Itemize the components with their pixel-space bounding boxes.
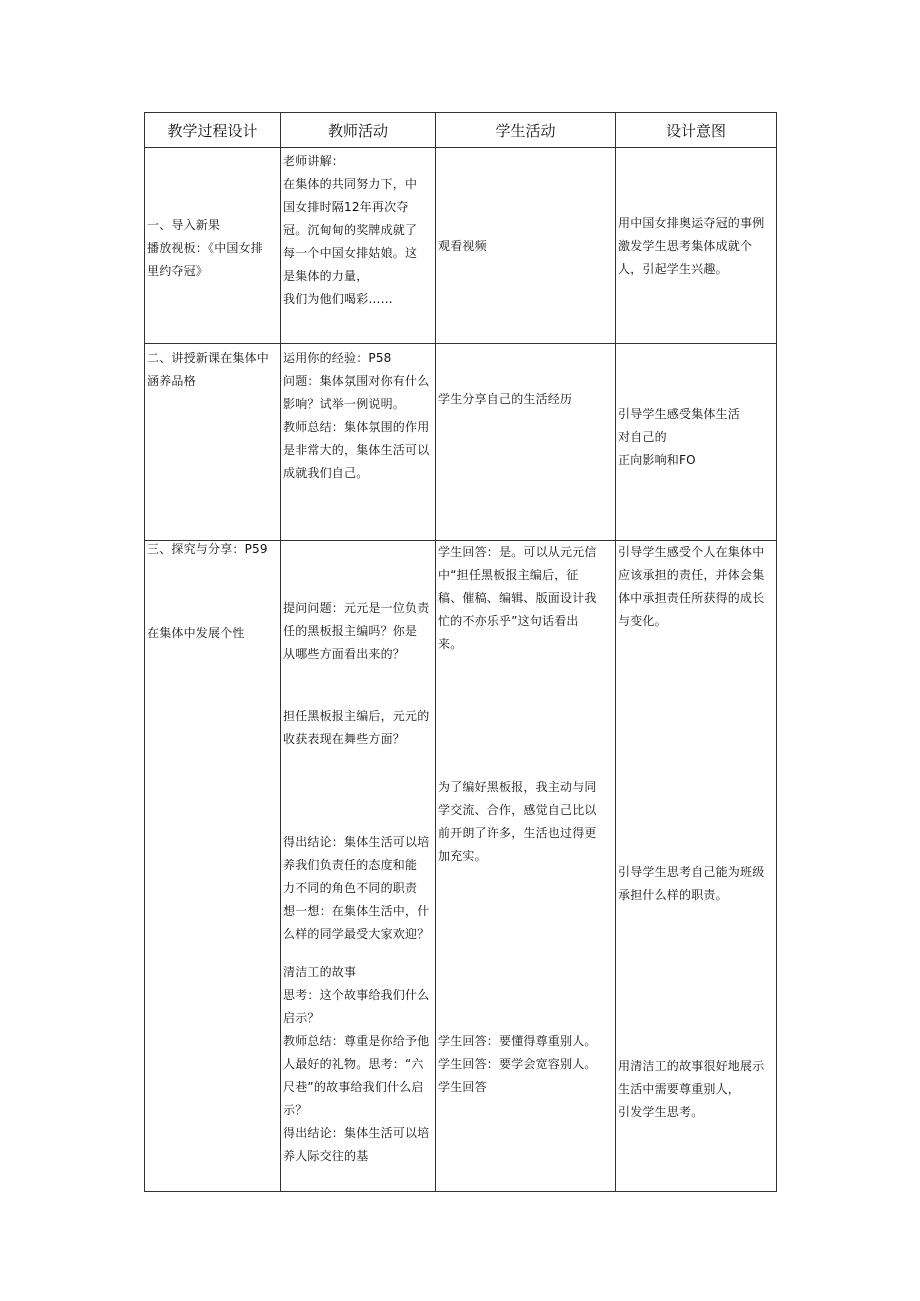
student-line: 学生回答：要学会宽容别人。: [438, 1057, 597, 1071]
teacher-line: 得出结论：集体生活可以培: [283, 1126, 430, 1140]
intent-cell: [616, 541, 776, 1191]
student-cell: [436, 541, 615, 1191]
teacher-line: 是非常大的，集体生活可以: [283, 443, 430, 457]
stage-cell: [145, 541, 280, 1191]
teacher-line: 示？: [283, 1103, 308, 1117]
intent-line: 正向影响和FO: [618, 453, 696, 467]
teacher-line: 养人际交往的基: [283, 1149, 369, 1163]
student-line: 稿、催稿、编辑、版面设计我: [438, 591, 597, 605]
intent-cell: [616, 148, 776, 343]
teacher-line: 教师总结：尊重是你给予他: [283, 1034, 430, 1048]
student-line: 学生分享自己的生活经历: [438, 392, 573, 406]
header-row: [145, 113, 777, 148]
intent-line: 引导学生感受集体生活: [618, 407, 741, 421]
teacher-line: 收获表现在舞些方面？: [283, 732, 406, 746]
intent-cell: [616, 344, 776, 540]
table-row: [145, 541, 777, 1192]
intent-line: 人，引起学生兴趣。: [618, 262, 728, 276]
table-row: [145, 344, 777, 541]
header-stage: 教学过程设计: [145, 113, 281, 148]
student-line: 学生回答: [438, 1080, 487, 1094]
teacher-line: 得出结论：集体生活可以培: [283, 835, 430, 849]
stage-line: 涵养品格: [147, 374, 196, 388]
teacher-line: 任的黑板报主编吗？你是: [283, 624, 418, 638]
student-cell: [436, 344, 615, 540]
teacher-line: 么样的同学最受大家欢迎？: [283, 927, 430, 941]
teacher-line: 启示？: [283, 1011, 320, 1025]
teacher-line: 国女排时隔12年再次夺: [283, 200, 409, 214]
student-line: 学生回答：要懂得尊重别人。: [438, 1034, 597, 1048]
teacher-line: 成就我们自己。: [283, 466, 369, 480]
student-line: 学生回答：是。可以从元元信: [438, 545, 597, 559]
teacher-line: 人最好的礼物。思考：“六: [283, 1057, 424, 1071]
stage-line: 三、探究与分享：P59: [147, 542, 268, 556]
intent-line: 生活中需要尊重别人，: [618, 1082, 741, 1096]
stage-line: 在集体中发展个性: [147, 626, 245, 640]
teacher-line: 冠。沉甸甸的奖牌成就了: [283, 223, 418, 237]
teacher-line: 影响？试举一例说明。: [283, 397, 406, 411]
intent-line: 用清洁工的故事很好地展示: [618, 1059, 765, 1073]
teacher-line: 力不同的角色不同的职责: [283, 881, 418, 895]
stage-line: 二、讲授新课在集体中: [147, 351, 270, 365]
student-line: 前开朗了许多，生活也过得更: [438, 826, 597, 840]
teacher-line: 从哪些方面看出来的？: [283, 647, 406, 661]
intent-line: 引导学生感受个人在集体中: [618, 545, 765, 559]
student-cell: [436, 148, 615, 343]
student-line: 学交流、合作，感觉自己比以: [438, 803, 597, 817]
student-line: 观看视频: [438, 239, 487, 253]
student-line: 来。: [438, 637, 463, 651]
stage-line: 里约夺冠》: [147, 264, 209, 278]
teacher-line: 问题：集体氛围对你有什么: [283, 374, 430, 388]
teacher-line: 是集体的力量，: [283, 269, 369, 283]
teacher-line: 尺巷”的故事给我们什么启: [283, 1080, 424, 1094]
teacher-line: 担任黑板报主编后，元元的: [283, 709, 430, 723]
stage-cell: [145, 344, 280, 540]
teacher-cell: [281, 148, 435, 343]
teacher-line: 清洁工的故事: [283, 965, 357, 979]
intent-line: 引导学生思考自己能为班级: [618, 865, 765, 879]
teacher-line: 提问问题：元元是一位负责: [283, 601, 430, 615]
teacher-line: 每一个中国女排姑娘。这: [283, 246, 418, 260]
student-line: 中“担任黑板报主编后，征: [438, 568, 579, 582]
stage-cell: [145, 148, 280, 343]
header-teacher: 教师活动: [281, 113, 436, 148]
intent-line: 激发学生思考集体成就个: [618, 239, 753, 253]
intent-line: 对自己的: [618, 430, 667, 444]
student-line: 加充实。: [438, 849, 487, 863]
intent-line: 承担什么样的职责。: [618, 888, 728, 902]
teacher-line: 思考：这个故事给我们什么: [283, 988, 430, 1002]
table-row: [145, 148, 777, 344]
teacher-line: 教师总结：集体氛围的作用: [283, 420, 430, 434]
teacher-line: 运用你的经验：P58: [283, 351, 392, 365]
teacher-cell: [281, 541, 435, 1191]
teacher-line: 想一想：在集体生活中，什: [283, 904, 430, 918]
student-line: 为了编好黑板报，我主动与同: [438, 780, 597, 794]
teacher-line: 在集体的共同努力下，中: [283, 177, 418, 191]
student-line: 忙的不亦乐乎”这句话看出: [438, 614, 579, 628]
teacher-line: 我们为他们喝彩……: [283, 292, 393, 306]
teacher-line: 养我们负责任的态度和能: [283, 858, 418, 872]
intent-line: 应该承担的责任，并体会集: [618, 568, 765, 582]
lesson-plan-table: [144, 112, 777, 1192]
intent-line: 引发学生思考。: [618, 1105, 704, 1119]
stage-line: 播放视板：《中国女排: [147, 241, 264, 255]
intent-line: 体中承担责任所获得的成长: [618, 591, 765, 605]
header-intent: 设计意图: [616, 113, 777, 148]
intent-line: 与变化。: [618, 614, 667, 628]
header-student: 学生活动: [436, 113, 616, 148]
teacher-line: 老师讲解：: [283, 154, 345, 168]
stage-line: 一、导入新果: [147, 218, 221, 232]
teacher-cell: [281, 344, 435, 540]
intent-line: 用中国女排奥运夺冠的事例: [618, 216, 765, 230]
